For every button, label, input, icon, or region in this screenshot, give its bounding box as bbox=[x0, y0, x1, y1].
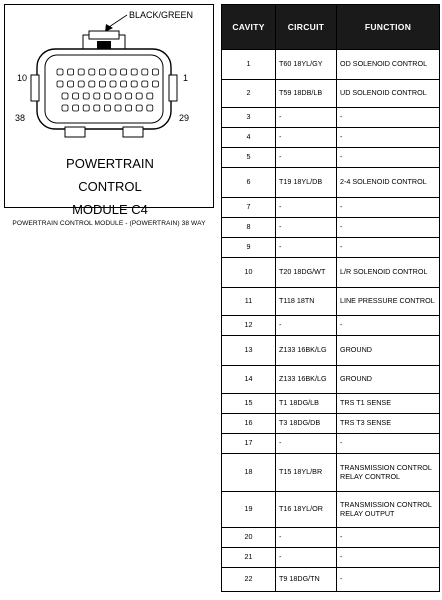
cavity-cell: 14 bbox=[222, 366, 276, 394]
cavity-cell: 15 bbox=[222, 394, 276, 414]
pin-cavity bbox=[147, 93, 153, 99]
function-cell: - bbox=[337, 128, 440, 148]
function-cell: TRS T1 SENSE bbox=[337, 394, 440, 414]
cavity-cell: 4 bbox=[222, 128, 276, 148]
diagram-caption: POWERTRAIN CONTROL MODULE - (POWERTRAIN) 38 WAY bbox=[12, 220, 206, 227]
pin-label-top-left: 10 bbox=[17, 73, 28, 83]
function-cell: - bbox=[337, 198, 440, 218]
pin-cavity bbox=[142, 69, 148, 75]
circuit-cell: T59 18DB/LB bbox=[276, 80, 337, 108]
cavity-cell: 11 bbox=[222, 288, 276, 316]
function-cell: TRANSMISSION CONTROL RELAY OUTPUT bbox=[337, 492, 440, 528]
module-title-line-1: POWERTRAIN bbox=[66, 156, 154, 171]
circuit-cell: T118 18TN bbox=[276, 288, 337, 316]
table-row bbox=[222, 288, 440, 316]
circuit-cell: - bbox=[276, 316, 337, 336]
pin-cavity bbox=[68, 69, 74, 75]
function-cell: - bbox=[337, 148, 440, 168]
pin-label-top-right: 1 bbox=[183, 73, 189, 83]
circuit-cell: - bbox=[276, 108, 337, 128]
circuit-cell: Z133 16BK/LG bbox=[276, 336, 337, 366]
table-row bbox=[222, 258, 440, 288]
module-title-line-3: MODULE C4 bbox=[72, 202, 148, 217]
function-cell: - bbox=[337, 316, 440, 336]
pin-label-bottom-left: 38 bbox=[15, 113, 26, 123]
pin-label-bottom-right: 29 bbox=[179, 113, 190, 123]
pin-cavity bbox=[68, 81, 74, 87]
cavity-cell: 20 bbox=[222, 528, 276, 548]
circuit-cell: T16 18YL/OR bbox=[276, 492, 337, 528]
module-title-line-2: CONTROL bbox=[78, 179, 142, 194]
pin-cavity bbox=[121, 81, 127, 87]
cavity-cell: 5 bbox=[222, 148, 276, 168]
table-row bbox=[222, 108, 440, 128]
circuit-cell: T20 18DG/WT bbox=[276, 258, 337, 288]
cavity-cell: 17 bbox=[222, 434, 276, 454]
cavity-cell: 9 bbox=[222, 238, 276, 258]
function-cell: L/R SOLENOID CONTROL bbox=[337, 258, 440, 288]
function-cell: - bbox=[337, 108, 440, 128]
pin-cavity bbox=[136, 105, 142, 111]
pin-cavity bbox=[94, 105, 100, 111]
function-cell: LINE PRESSURE CONTROL bbox=[337, 288, 440, 316]
circuit-cell: - bbox=[276, 198, 337, 218]
function-cell: GROUND bbox=[337, 366, 440, 394]
pin-cavity bbox=[62, 93, 68, 99]
circuit-cell: - bbox=[276, 218, 337, 238]
table-row bbox=[222, 336, 440, 366]
table-row bbox=[222, 50, 440, 80]
pin-cavity bbox=[83, 105, 89, 111]
pin-cavity bbox=[131, 81, 137, 87]
circuit-cell: T15 18YL/BR bbox=[276, 454, 337, 492]
header-circuit: CIRCUIT bbox=[276, 5, 337, 50]
cavity-cell: 13 bbox=[222, 336, 276, 366]
pin-cavity bbox=[57, 81, 63, 87]
cavity-cell: 21 bbox=[222, 548, 276, 568]
function-cell: - bbox=[337, 218, 440, 238]
function-cell: - bbox=[337, 568, 440, 592]
cavity-cell: 6 bbox=[222, 168, 276, 198]
circuit-cell: - bbox=[276, 528, 337, 548]
table-row bbox=[222, 148, 440, 168]
circuit-cell: - bbox=[276, 128, 337, 148]
pin-cavity bbox=[94, 93, 100, 99]
circuit-cell: - bbox=[276, 434, 337, 454]
cavity-cell: 8 bbox=[222, 218, 276, 238]
table-row bbox=[222, 414, 440, 434]
table-row bbox=[222, 80, 440, 108]
pin-cavity bbox=[115, 93, 121, 99]
pin-cavity bbox=[73, 105, 79, 111]
table-row bbox=[222, 366, 440, 394]
function-cell: - bbox=[337, 238, 440, 258]
pin-cavity bbox=[99, 81, 105, 87]
circuit-cell: - bbox=[276, 548, 337, 568]
pin-cavity bbox=[62, 105, 68, 111]
pin-cavity bbox=[131, 69, 137, 75]
table-row bbox=[222, 394, 440, 414]
connector-face-drawing bbox=[5, 5, 215, 155]
table-row bbox=[222, 548, 440, 568]
pin-cavity bbox=[78, 81, 84, 87]
function-cell: GROUND bbox=[337, 336, 440, 366]
connector-diagram-box bbox=[4, 4, 214, 217]
circuit-cell: T3 18DG/DB bbox=[276, 414, 337, 434]
pin-cavity bbox=[99, 69, 105, 75]
table-row bbox=[222, 198, 440, 218]
cavity-cell: 1 bbox=[222, 50, 276, 80]
pin-cavity bbox=[142, 81, 148, 87]
table-row bbox=[222, 528, 440, 548]
circuit-cell: T19 18YL/DB bbox=[276, 168, 337, 198]
module-title bbox=[5, 152, 215, 221]
header-cavity: CAVITY bbox=[222, 5, 276, 50]
pin-cavity bbox=[110, 81, 116, 87]
function-cell: TRS T3 SENSE bbox=[337, 414, 440, 434]
table-row bbox=[222, 128, 440, 148]
pin-cavity bbox=[152, 69, 158, 75]
cavity-cell: 7 bbox=[222, 198, 276, 218]
pin-cavity bbox=[89, 81, 95, 87]
cavity-cell: 2 bbox=[222, 80, 276, 108]
pin-cavity bbox=[126, 105, 132, 111]
function-cell: TRANSMISSION CONTROL RELAY CONTROL bbox=[337, 454, 440, 492]
function-cell: - bbox=[337, 434, 440, 454]
function-cell: OD SOLENOID CONTROL bbox=[337, 50, 440, 80]
table-row bbox=[222, 218, 440, 238]
cavity-cell: 16 bbox=[222, 414, 276, 434]
table-row bbox=[222, 568, 440, 592]
circuit-cell: - bbox=[276, 238, 337, 258]
pin-cavity bbox=[126, 93, 132, 99]
circuit-cell: T1 18DG/LB bbox=[276, 394, 337, 414]
pin-cavity bbox=[104, 105, 110, 111]
pin-cavity bbox=[89, 69, 95, 75]
pin-cavity bbox=[136, 93, 142, 99]
circuit-cell: T9 18DG/TN bbox=[276, 568, 337, 592]
pin-cavity bbox=[110, 69, 116, 75]
pin-cavity bbox=[152, 81, 158, 87]
table-row bbox=[222, 168, 440, 198]
header-function: FUNCTION bbox=[337, 5, 440, 50]
pinout-table bbox=[221, 4, 440, 592]
cavity-cell: 3 bbox=[222, 108, 276, 128]
pin-cavity bbox=[115, 105, 121, 111]
pin-cavity bbox=[104, 93, 110, 99]
function-cell: UD SOLENOID CONTROL bbox=[337, 80, 440, 108]
table-row bbox=[222, 492, 440, 528]
function-cell: - bbox=[337, 548, 440, 568]
circuit-cell: - bbox=[276, 148, 337, 168]
pin-cavity bbox=[147, 105, 153, 111]
pin-cavity bbox=[78, 69, 84, 75]
pin-cavity bbox=[73, 93, 79, 99]
table-header-row bbox=[222, 5, 440, 50]
pin-cavity bbox=[121, 69, 127, 75]
table-row bbox=[222, 454, 440, 492]
cavity-cell: 18 bbox=[222, 454, 276, 492]
pin-cavity bbox=[57, 69, 63, 75]
cavity-cell: 22 bbox=[222, 568, 276, 592]
circuit-cell: T60 18YL/GY bbox=[276, 50, 337, 80]
function-cell: 2-4 SOLENOID CONTROL bbox=[337, 168, 440, 198]
wire-color-label: BLACK/GREEN bbox=[129, 10, 194, 20]
pin-cavity bbox=[83, 93, 89, 99]
cavity-cell: 19 bbox=[222, 492, 276, 528]
circuit-cell: Z133 16BK/LG bbox=[276, 366, 337, 394]
table-row bbox=[222, 316, 440, 336]
table-row bbox=[222, 238, 440, 258]
function-cell: - bbox=[337, 528, 440, 548]
cavity-cell: 10 bbox=[222, 258, 276, 288]
table-row bbox=[222, 434, 440, 454]
cavity-cell: 12 bbox=[222, 316, 276, 336]
